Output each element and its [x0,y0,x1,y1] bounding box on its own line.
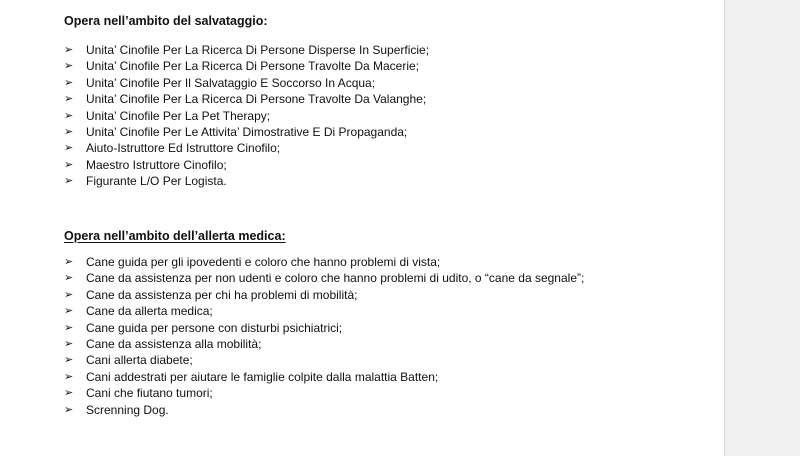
list-item-text: Unita’ Cinofile Per La Ricerca Di Persone Disperse In Superficie; [86,43,430,57]
arrow-bullet-icon: ➢ [64,370,74,383]
arrow-bullet-icon: ➢ [64,76,74,89]
arrow-bullet-icon: ➢ [64,387,74,400]
list-item-text: Maestro Istruttore Cinofilo; [86,157,227,172]
list-item-text: Screnning Dog. [86,402,169,417]
heading-allerta-medica: Opera nell’ambito dell’allerta medica: [64,229,286,243]
list-item-text: Cane guida per persone con disturbi psichiatrici; [86,320,343,335]
list-item-text: Cane da assistenza per chi ha problemi di mobilità; [86,287,358,302]
list-item-text: Unita’ Cinofile Per Le Attivita’ Dimostrative E Di Propaganda; [86,124,408,139]
list-item-text: Cane da allerta medica; [86,304,213,319]
arrow-bullet-icon: ➢ [64,142,74,155]
arrow-bullet-icon: ➢ [64,288,74,301]
list-item-text: Cani addestrati per aiutare le famiglie colpite dalla malattia Batten; [86,369,439,384]
list-item-text: Figurante L/O Per Logista. [86,174,227,189]
arrow-bullet-icon: ➢ [64,321,74,334]
arrow-bullet-icon: ➢ [64,125,74,138]
list-item-text: Cani allerta diabete; [86,353,193,368]
list-item-text: Cane da assistenza per non udenti e coloro che hanno problemi di udito, o “cane da segnale”; [86,271,585,286]
arrow-bullet-icon: ➢ [64,272,74,285]
list-item-text: Unita’ Cinofile Per Il Salvataggio E Soccorso In Acqua; [86,75,376,90]
arrow-bullet-icon: ➢ [64,158,74,171]
arrow-bullet-icon: ➢ [64,44,74,56]
list-item-text: Cani che fiutano tumori; [86,386,213,401]
list-item-text: Unita’ Cinofile Per La Ricerca Di Persone Travolte Da Valanghe; [86,92,427,107]
arrow-bullet-icon: ➢ [64,256,74,268]
arrow-bullet-icon: ➢ [64,305,74,318]
side-panel [724,0,800,456]
heading-salvataggio: Opera nell’ambito del salvataggio: [64,14,268,28]
arrow-bullet-icon: ➢ [64,93,74,106]
list-item-text: Unita’ Cinofile Per La Pet Therapy; [86,108,271,123]
arrow-bullet-icon: ➢ [64,175,74,188]
list-item-text: Aiuto-Istruttore Ed Istruttore Cinofilo; [86,141,281,156]
arrow-bullet-icon: ➢ [64,403,74,416]
list-item-text: Cane da assistenza alla mobilità; [86,336,262,351]
list-item-text: Cane guida per gli ipovedenti e coloro che hanno problemi di vista; [86,255,441,269]
arrow-bullet-icon: ➢ [64,354,74,367]
list-item-text: Unita’ Cinofile Per La Ricerca Di Persone Travolte Da Macerie; [86,59,420,74]
arrow-bullet-icon: ➢ [64,337,74,350]
arrow-bullet-icon: ➢ [64,109,74,122]
arrow-bullet-icon: ➢ [64,60,74,73]
